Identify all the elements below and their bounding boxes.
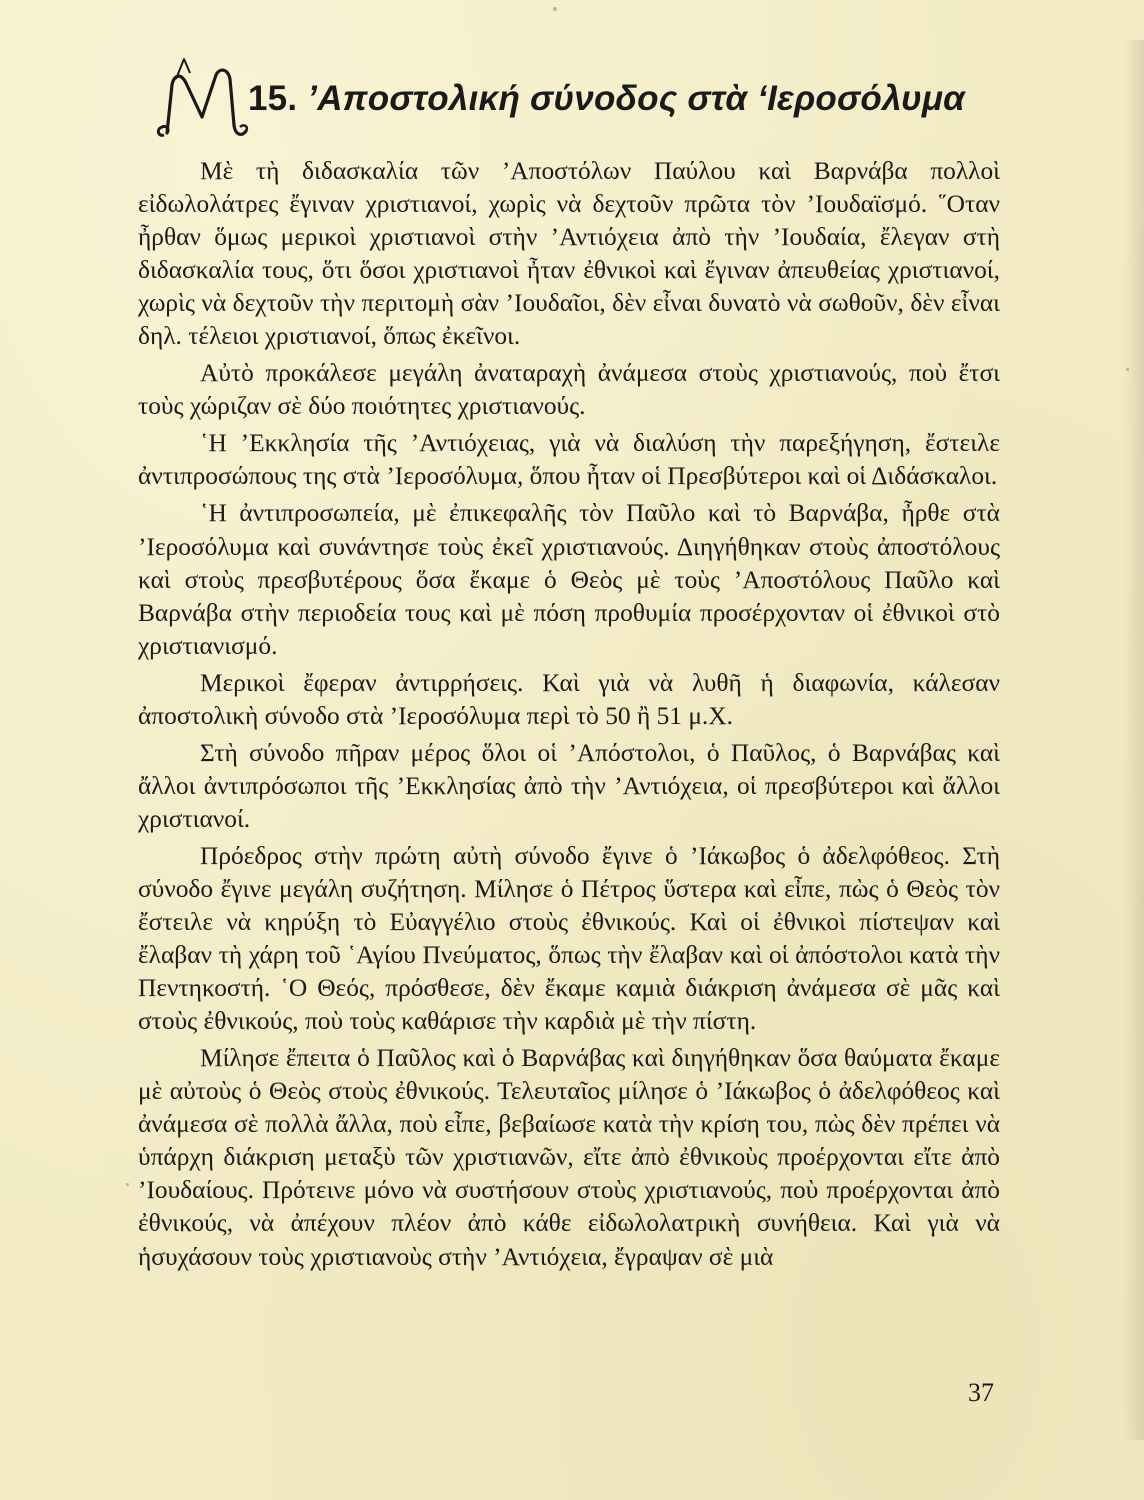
paragraph: Πρόεδρος στὴν πρώτη αὐτὴ σύνοδο ἔγινε ὁ ’Ιάκωβος ὁ ἀδελφόθεος. Στὴ σύνοδο ἔγινε μεγάλη συζήτηση. Μίλησε ὁ Πέτρος ὕστερα καὶ εἶπε, πὼς ὁ Θεὸς τὸν ἔστειλε νὰ κηρύξη τὸ Εὐαγγέλιο στοὺς ἐθνικούς. Καὶ οἱ ἐθνικοὶ πίστεψαν καὶ ἔλαβαν τὴ χάρη τοῦ ῾Αγίου Πνεύματος, ὅπως τὴν ἔλαβαν καὶ οἱ ἀπόστολοι κατὰ τὴν Πεντηκοστή. ῾Ο Θεός, πρόσθεσε, δὲν ἔκαμε καμιὰ διάκριση ἀνάμεσα σὲ μᾶς καὶ στοὺς ἐθνικούς, ποὺ τοὺς καθάρισε τὴν καρδιὰ μὲ τὴν πίστη. xyxy=(138,841,1000,1036)
page-number: 37 xyxy=(968,1378,994,1407)
paragraph: Μίλησε ἔπειτα ὁ Παῦλος καὶ ὁ Βαρνάβας καὶ διηγήθηκαν ὅσα θαύματα ἔκαμε μὲ αὐτοὺς ὁ Θεὸς στοὺς ἐθνικούς. Τελευταῖος μίλησε ὁ ’Ιάκωβος ὁ ἀδελφόθεος καὶ ἀνάμεσα σὲ πολλὰ ἄλλα, ποὺ εἶπε, βεβαίωσε κατὰ τὴν κρίση του, πὼς δὲν πρέπει νὰ ὑπάρχη διάκριση μεταξὺ τῶν χριστιανῶν, εἴτε ἀπὸ ἐθνικοὺς προέρχονται εἴτε ἀπὸ ’Ιουδαίους. Πρότεινε μόνο νὰ συστήσουν στοὺς χριστιανούς, ποὺ προέρχονται ἀπὸ ἐθνικούς, νὰ ἀπέχουν πλέον ἀπὸ κάθε εἰδωλολατρικὴ συνήθεια. Καὶ γιὰ νὰ ἡσυχάσουν τοὺς χριστιανοὺς στὴν ’Αντιόχεια, ἔγραψαν σὲ μιὰ xyxy=(138,1044,1000,1271)
paragraph: Μερικοὶ ἔφεραν ἀντιρρήσεις. Καὶ γιὰ νὰ λυθῆ ἡ διαφωνία, κάλεσαν ἀποστολικὴ σύνοδο στὰ ’Ιεροσόλυμα περὶ τὸ 50 ἢ 51 μ.Χ. xyxy=(138,668,1000,730)
paragraph: Στὴ σύνοδο πῆραν μέρος ὅλοι οἱ ’Απόστολοι, ὁ Παῦλος, ὁ Βαρνάβας καὶ ἄλλοι ἀντιπρόσωποι τῆς ’Εκκλησίας ἀπὸ τὴν ’Αντιόχεια, οἱ πρεσβύτεροι καὶ ἄλλοι χριστιανοί. xyxy=(138,738,1000,833)
decorative-m-initial-icon xyxy=(150,55,250,145)
chapter-number: 15. xyxy=(248,79,298,118)
scan-speck xyxy=(126,1183,129,1186)
paragraph: ῾Η ἀντιπροσωπεία, μὲ ἐπικεφαλῆς τὸν Παῦλο καὶ τὸ Βαρνάβα, ἦρθε στὰ ’Ιεροσόλυμα καὶ συνάντησε τοὺς ἐκεῖ χριστιανούς. Διηγήθηκαν στοὺς ἀποστόλους καὶ στοὺς πρεσβυτέρους ὅσα ἔκαμε ὁ Θεὸς μὲ τοὺς ’Αποστόλους Παῦλο καὶ Βαρνάβα στὴν περιοδεία τους καὶ μὲ πόση προθυμία προσέρχονταν οἱ ἐθνικοὶ στὸ χριστιανισμό. xyxy=(138,499,1000,660)
paragraph: Αὐτὸ προκάλεσε μεγάλη ἀναταραχὴ ἀνάμεσα στοὺς χριστιανούς, ποὺ ἔτσι τοὺς χώριζαν σὲ δύο ποιότητες χριστιανούς. xyxy=(138,359,1000,421)
body-text xyxy=(138,155,1000,1278)
paragraph: ῾Η ’Εκκλησία τῆς ’Αντιόχειας, γιὰ νὰ διαλύση τὴν παρεξήγηση, ἔστειλε ἀντιπροσώπους της στὰ ’Ιεροσόλυμα, ὅπου ἦταν οἱ Πρεσβύτεροι καὶ οἱ Διδάσκαλοι. xyxy=(138,429,1000,491)
chapter-title xyxy=(248,79,965,119)
page-edge-shadow xyxy=(1124,40,1144,1440)
chapter-title-text: ’Αποστολική σύνοδος στὰ ‘Ιεροσόλυμα xyxy=(307,79,966,118)
scan-speck xyxy=(1126,368,1129,371)
scan-speck xyxy=(553,7,557,11)
paragraph: Μὲ τὴ διδασκαλία τῶν ’Αποστόλων Παύλου καὶ Βαρνάβα πολλοὶ εἰδωλολάτρες ἔγιναν χριστιανοί, χωρὶς νὰ δεχτοῦν πρῶτα τὸν ’Ιουδαϊσμό. ῞Οταν ἦρθαν ὅμως μερικοὶ χριστιανοὶ στὴν ’Αντιόχεια ἀπὸ τὴν ’Ιουδαία, ἔλεγαν στὴ διδασκαλία τους, ὅτι ὅσοι χριστιανοὶ ἦταν ἐθνικοὶ καὶ ἔγιναν ἀπευθείας χριστιανοί, χωρὶς νὰ δεχτοῦν τὴν περιτομὴ σὰν ’Ιουδαῖοι, δὲν εἶναι δυνατὸ νὰ σωθοῦν, δὲν εἶναι δηλ. τέλειοι χριστιανοί, ὅπως ἐκεῖνοι. xyxy=(138,157,1000,351)
chapter-header xyxy=(150,55,1000,145)
